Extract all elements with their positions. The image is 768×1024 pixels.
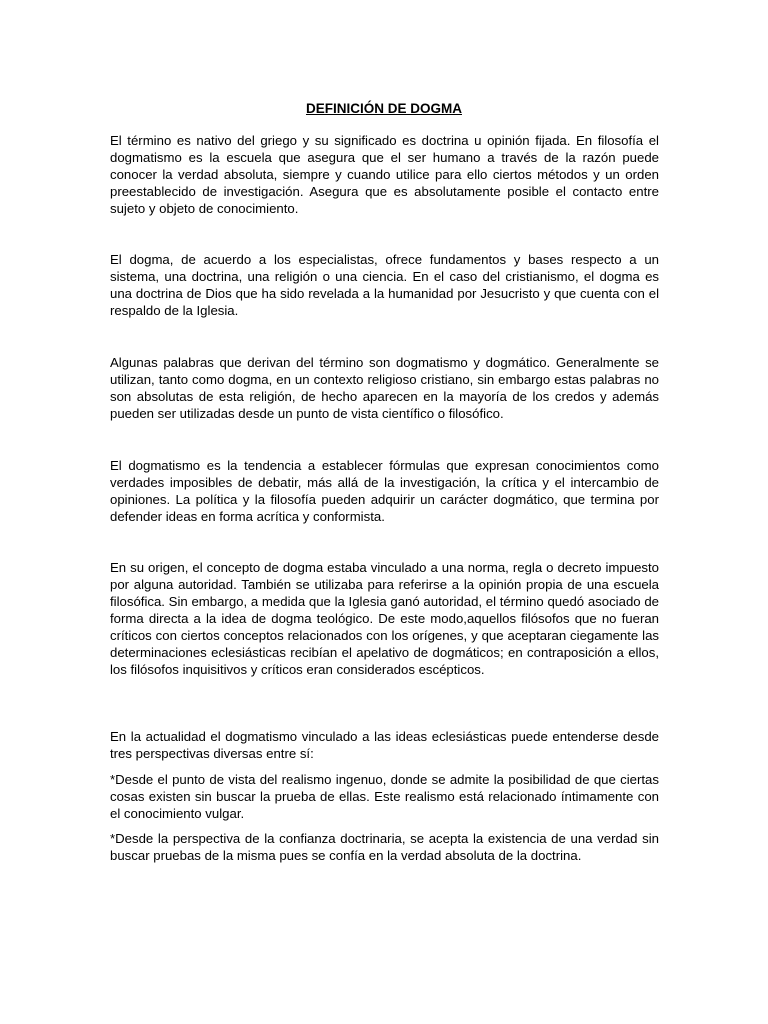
paragraph-5: En su origen, el concepto de dogma estaba vinculado a una norma, regla o decreto impuesto por alguna autoridad. También se utilizaba para referirse a la opinión propia de una escuela filosófica. Sin embargo, a medida que la Iglesia ganó autoridad, el término quedó asociado de forma directa a la idea de dogma teológico. De este modo,aquellos filósofos que no fueran críticos con ciertos conceptos relacionados con los orígenes, y que aceptaran ciegamente las determinaciones eclesiásticas recibían el apelativo de dogmáticos; en contraposición a ellos, los filósofos inquisitivos y críticos eran considerados escépticos.	[110, 560, 659, 677]
paragraph-3: Algunas palabras que derivan del término son dogmatismo y dogmático. Generalmente se utilizan, tanto como dogma, en un contexto religioso cristiano, sin embargo estas palabras no son absolutas de esta religión, de hecho aparecen en la mayoría de los credos y además pueden ser utilizadas desde un punto de vista científico o filosófico.	[110, 355, 659, 421]
paragraph-7: *Desde el punto de vista del realismo ingenuo, donde se admite la posibilidad de que ciertas cosas existen sin buscar la prueba de ellas. Este realismo está relacionado íntimamente con el conocimiento vulgar.	[110, 772, 659, 821]
paragraph-6: En la actualidad el dogmatismo vinculado a las ideas eclesiásticas puede entenderse desde tres perspectivas diversas entre sí:	[110, 729, 659, 761]
document-title: DEFINICIÓN DE DOGMA	[305, 101, 462, 116]
paragraph-8: *Desde la perspectiva de la confianza doctrinaria, se acepta la existencia de una verdad sin buscar pruebas de la misma pues se confía en la verdad absoluta de la doctrina.	[110, 831, 659, 863]
paragraph-4: El dogmatismo es la tendencia a establecer fórmulas que expresan conocimientos como verdades imposibles de debatir, más allá de la investigación, la crítica y el intercambio de opiniones. La política y la filosofía pueden adquirir un carácter dogmático, que termina por defender ideas en forma acrítica y conformista.	[110, 458, 659, 524]
paragraph-1: El término es nativo del griego y su significado es doctrina u opinión fijada. En filosofía el dogmatismo es la escuela que asegura que el ser humano a través de la razón puede conocer la verdad absoluta, siempre y cuando utilice para ello ciertos métodos y un orden preestablecido de investigación. Asegura que es absolutamente posible el contacto entre sujeto y objeto de conocimiento.	[110, 133, 659, 216]
paragraph-2: El dogma, de acuerdo a los especialistas, ofrece fundamentos y bases respecto a un sistema, una doctrina, una religión o una ciencia. En el caso del cristianismo, el dogma es una doctrina de Dios que ha sido revelada a la humanidad por Jesucristo y que cuenta con el respaldo de la Iglesia.	[110, 252, 659, 318]
